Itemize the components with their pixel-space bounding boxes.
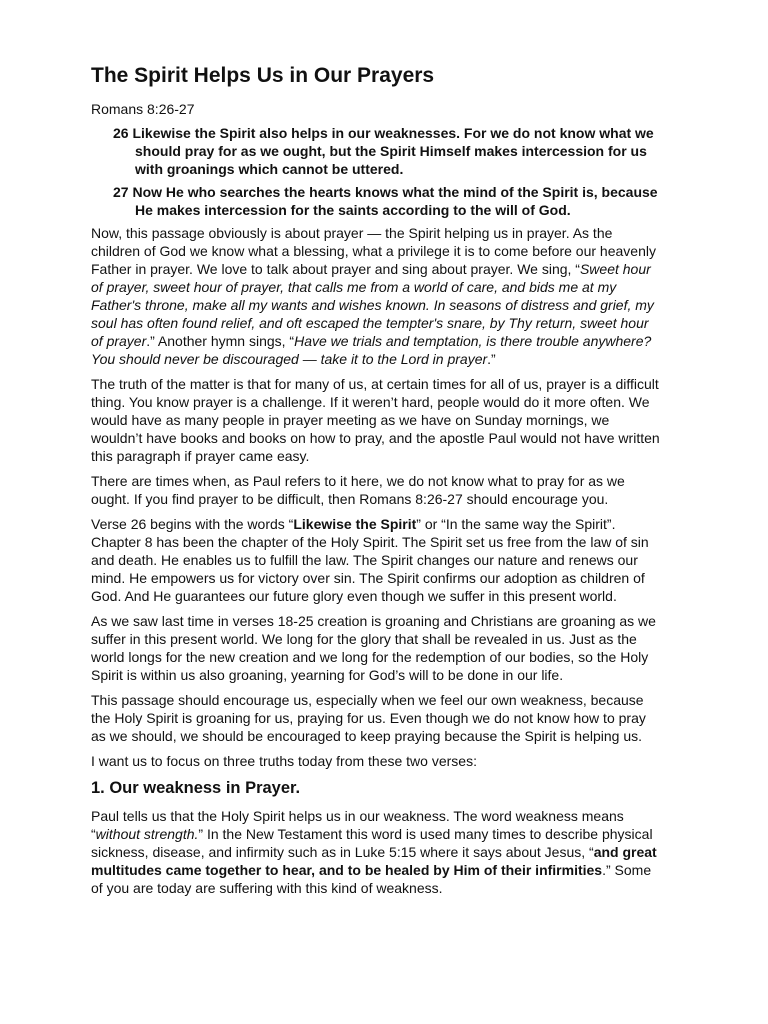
text-run: Paul tells us that the Holy Spirit helps us in our weakness. The word weakness means “ xyxy=(91,808,624,842)
verse-text: Likewise the Spirit also helps in our weaknesses. For we do not know what we should pray for as we ought, but the Spirit Himself makes intercession for us with groanings which cannot be uttered. xyxy=(132,125,654,177)
text-run: ” or “In the same way the Spirit”. Chapter 8 has been the chapter of the Holy Spirit. The Spirit set us free from the law of sin and death. He enables us to fulfill the law. The Spirit changes our nature and renews our mind. He empowers us for victory over sin. The Spirit confirms our adoption as children of God. And He guarantees our future glory even though we suffer in this present world. xyxy=(91,516,649,604)
verse-text: Now He who searches the hearts knows what the mind of the Spirit is, because He makes intercession for the saints according to the will of God. xyxy=(132,184,658,218)
paragraph-verse26 xyxy=(91,515,660,605)
verse-number: 26 xyxy=(113,125,129,141)
bold-phrase: Likewise the Spirit xyxy=(293,516,417,532)
paragraph-groaning: As we saw last time in verses 18-25 creation is groaning and Christians are groaning as we suffer in this present world. We long for the glory that shall be revealed in us. Just as the world longs for the new creation and we long for the redemption of our bodies, so the Holy Spirit is within us also groaning, yearning for God’s will to be done in our life. xyxy=(91,613,656,683)
text-run: .” xyxy=(487,351,496,367)
italic-phrase: without strength. xyxy=(95,826,199,842)
verse-number: 27 xyxy=(113,184,129,200)
text-run: Verse 26 begins with the words “ xyxy=(91,516,294,532)
text-run: ” In the New Testament this word is used many times to describe physical sickness, disease, and infirmity such as in Luke 5:15 where it says about Jesus, “ xyxy=(91,826,653,860)
text-run: .” Another hymn sings, “ xyxy=(146,333,295,349)
paragraph-difficulty: The truth of the matter is that for many of us, at certain times for all of us, prayer is a difficult thing. You know prayer is a challenge. If it weren’t hard, people would do it more often. We would have as many people in prayer meeting as we have on Sunday mornings, we wouldn’t have books and books on how to pray, and the apostle Paul would not have written this paragraph if prayer came easy. xyxy=(91,376,660,464)
paragraph-weakness-meaning xyxy=(91,807,660,897)
scripture-reference: Romans 8:26-27 xyxy=(91,101,195,117)
paragraph-encourage: There are times when, as Paul refers to it here, we do not know what to pray for as we ought. If you find prayer to be difficult, then Romans 8:26-27 should encourage you. xyxy=(91,473,625,507)
section-heading: 1. Our weakness in Prayer. xyxy=(91,779,301,797)
verse-27 xyxy=(91,183,660,219)
paragraph-intro xyxy=(91,224,660,368)
verse-26 xyxy=(91,124,660,178)
paragraph-weakness: This passage should encourage us, especially when we feel our own weakness, because the Holy Spirit is groaning for us, praying for us. Even though we do not know how to pray as we should, we should be encouraged to keep praying because the Spirit is helping us. xyxy=(91,692,646,744)
paragraph-truths: I want us to focus on three truths today from these two verses: xyxy=(91,753,477,769)
document-title: The Spirit Helps Us in Our Prayers xyxy=(91,64,435,87)
hymn-quote: Sweet hour of prayer, sweet hour of prayer, that calls me from a world of care, and bids me at my Father's throne, make all my wants and wishes known. In seasons of distress and grief, my soul has often found relief, and oft escaped the tempter's snare, by Thy return, sweet hour of prayer xyxy=(91,261,654,349)
text-run: .” Some of you are today are suffering with this kind of weakness. xyxy=(91,862,652,896)
bold-quote: and great multitudes came together to hear, and to be healed by Him of their infirmities xyxy=(91,844,657,878)
hymn-quote: Have we trials and temptation, is there trouble anywhere? You should never be discouraged — take it to the Lord in prayer xyxy=(91,333,652,367)
text-run: Now, this passage obviously is about prayer — the Spirit helping us in prayer. As the children of God we know what a blessing, what a privilege it is to come before our heavenly Father in prayer. We love to talk about prayer and sing about prayer. We sing, “ xyxy=(91,225,656,277)
